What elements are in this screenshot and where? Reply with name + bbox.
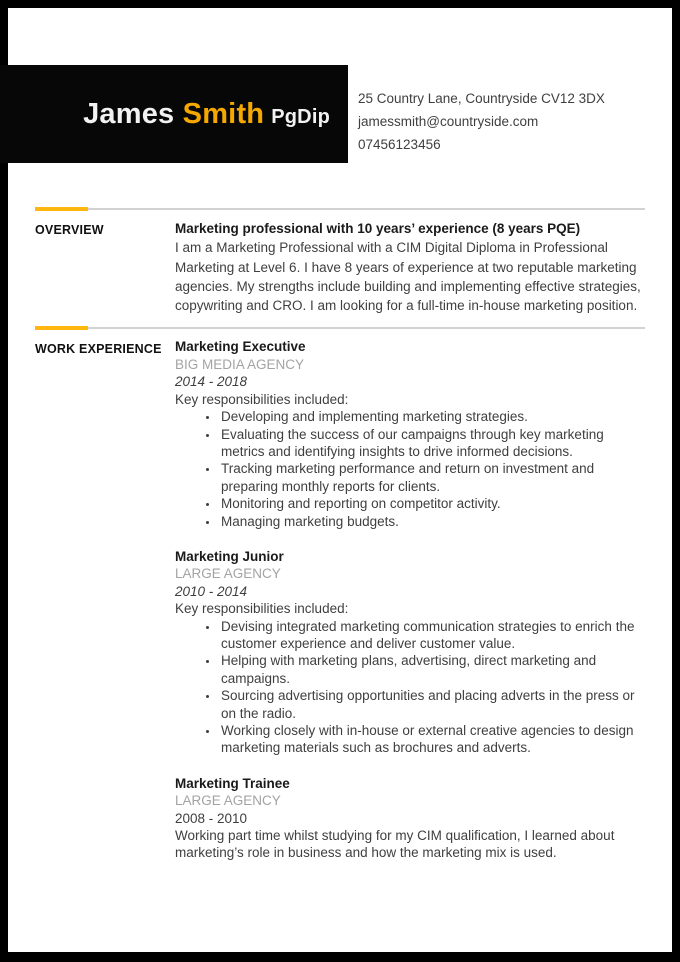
candidate-last-name: Smith [182,97,265,130]
job-intro: Working part time whilst studying for my CIM qualification, I learned about marketing’s role in business and how the marketing mix is used. [175,828,615,861]
job-bullet: • Devising integrated marketing communication strategies to enrich the customer experience and deliver customer value. [219,618,645,653]
section-work-experience [35,327,645,861]
job-dates: 2014 - 2018 [175,374,248,390]
job-entry [175,548,645,757]
job-bullet: • Managing marketing budgets. [219,513,645,530]
job-bullets [175,408,645,530]
job-entry [175,338,645,529]
cv-page [8,8,672,952]
overview-content [175,219,645,315]
job-title: Marketing Executive [175,339,306,355]
header-name-block [0,65,348,163]
candidate-first-name: James [83,97,175,130]
job-title: Marketing Trainee [175,775,290,791]
job-company: LARGE AGENCY [175,566,281,582]
section-overview [35,208,645,315]
contact-info [358,87,605,156]
section-divider [35,327,645,329]
job-bullets [175,618,645,757]
contact-address: 25 Country Lane, Countryside CV12 3DX [358,91,605,106]
candidate-name [83,98,330,131]
job-company: BIG MEDIA AGENCY [175,356,305,372]
job-bullet: • Evaluating the success of our campaigns through key marketing metrics and identifying insights to drive informed decisions. [219,426,645,461]
job-bullet: • Helping with marketing plans, advertising, direct marketing and campaigns. [219,652,645,687]
job-entry [175,775,645,862]
accent-tick [35,326,88,330]
job-bullet: • Working closely with in-house or external creative agencies to design marketing materials such as brochures and adverts. [219,722,645,757]
jobs-list [175,338,645,861]
overview-heading: Marketing professional with 10 years’ experience (8 years PQE) [175,221,581,236]
job-dates: 2008 - 2010 [175,810,248,826]
job-intro: Key responsibilities included: [175,391,349,407]
work-experience-label: WORK EXPERIENCE [35,342,162,357]
contact-email: jamessmith@countryside.com [358,114,539,129]
job-bullet: • Tracking marketing performance and return on investment and preparing monthly reports for clients. [219,460,645,495]
overview-paragraph: I am a Marketing Professional with a CIM Digital Diploma in Professional Marketing at Level 6. I have 8 years of experience at two reputable marketing agencies. My strengths include building and implementing effective strategies, copywriting and CRO. I am looking for a full-time in-house marketing position. [175,240,641,314]
overview-row [35,219,645,315]
job-intro: Key responsibilities included: [175,601,349,617]
accent-tick [35,207,88,211]
job-title: Marketing Junior [175,548,284,564]
candidate-credential: PgDip [271,105,330,128]
cv-content [35,208,645,862]
work-row [35,338,645,861]
section-divider [35,208,645,210]
contact-phone: 07456123456 [358,137,441,152]
overview-label: OVERVIEW [35,223,104,237]
job-bullet: • Monitoring and reporting on competitor activity. [219,495,645,512]
job-company: LARGE AGENCY [175,793,281,809]
job-bullet: • Sourcing advertising opportunities and placing adverts in the press or on the radio. [219,687,645,722]
job-bullet: • Developing and implementing marketing strategies. [219,408,645,425]
job-dates: 2010 - 2014 [175,583,248,599]
